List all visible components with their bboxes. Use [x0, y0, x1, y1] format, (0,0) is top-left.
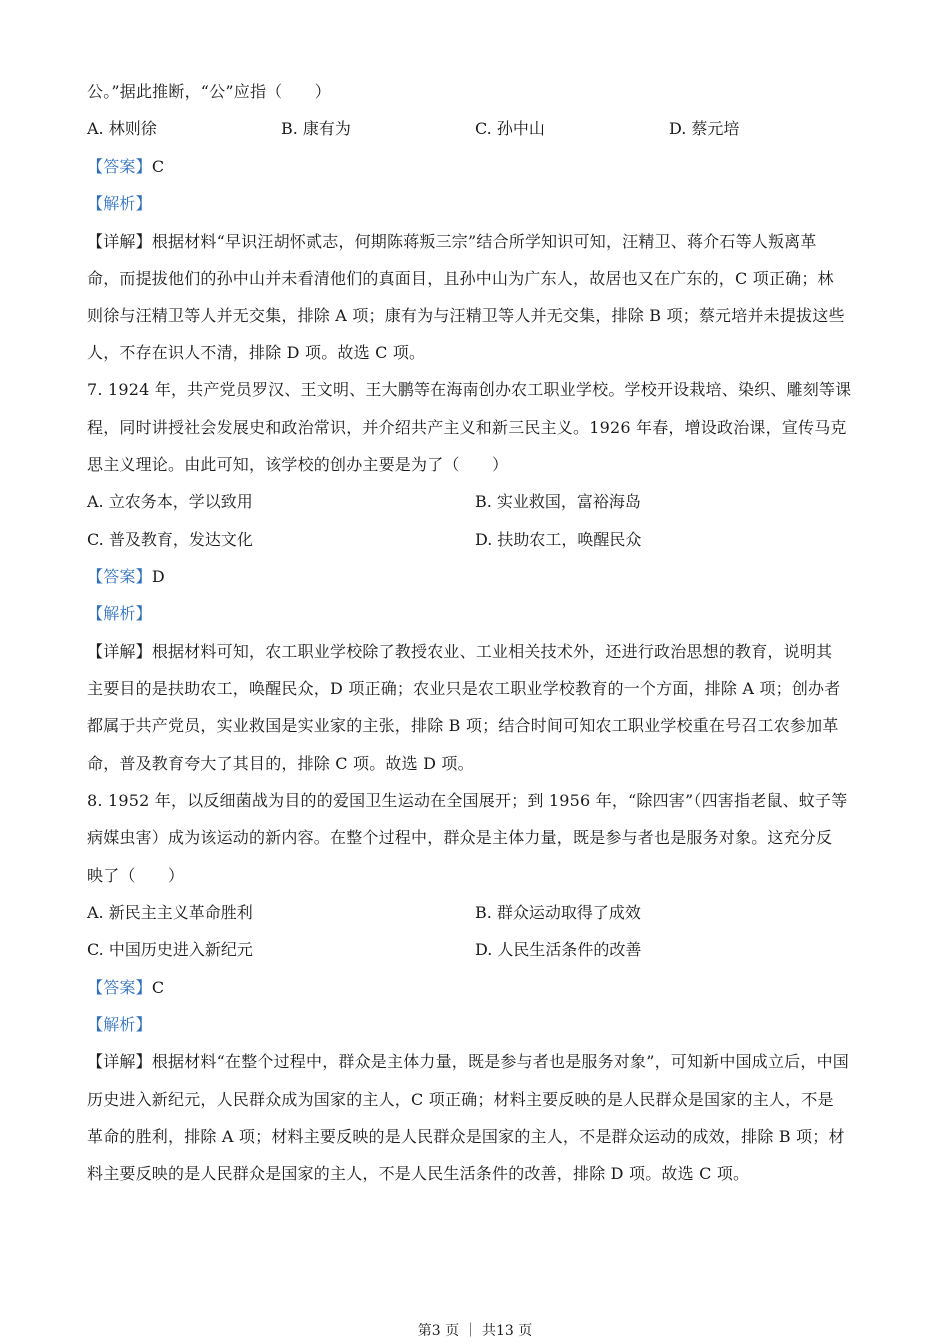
q6-detail-line-2: 命，而提拔他们的孙中山并未看清他们的真面目，且孙中山为广东人，故居也又在广东的，C 项正确；林 [87, 269, 834, 288]
q8-detail-line-3: 革命的胜利，排除 A 项；材料主要反映的是人民群众是国家的主人，不是群众运动的成效，排除 B 项；材 [87, 1127, 845, 1146]
q8-stem-line-1: 8. 1952 年，以反细菌战为目的的爱国卫生运动在全国展开；到 1956 年，“除四害”（四害指老鼠、蚊子等 [87, 791, 848, 810]
q6-option-a: A. 林则徐 [87, 119, 157, 138]
detail-label: 【详解】 [87, 642, 152, 661]
q6-answer [87, 157, 867, 177]
detail-label: 【详解】 [87, 232, 152, 251]
detail-text: 根据材料“在整个过程中，群众是主体力量，既是参与者也是服务对象”，可知新中国成立后，中国 [151, 1052, 849, 1071]
q7-detail-line-4: 命，普及教育夸大了其目的，排除 C 项。故选 D 项。 [87, 754, 474, 773]
q8-stem-line-3: 映了（ ） [87, 866, 185, 885]
q6-detail-line-1 [87, 232, 867, 252]
q6-stem-end: 公。”据此推断，“公”应指（ ） [87, 82, 331, 101]
answer-value: C [151, 978, 165, 997]
q6-detail-line-4: 人，不存在识人不清，排除 D 项。故选 C 项。 [87, 343, 426, 362]
q8-detail-line-4: 料主要反映的是人民群众是国家的主人，不是人民生活条件的改善，排除 D 项。故选 C 项。 [87, 1164, 750, 1183]
q7-option-a: A. 立农务本，学以致用 [87, 492, 253, 511]
detail-label: 【详解】 [87, 1052, 152, 1071]
page-number-footer: 第3 页 ｜ 共13 页 [417, 1323, 533, 1339]
q7-answer [87, 567, 867, 587]
answer-label: 【答案】 [87, 567, 152, 586]
detail-text: 根据材料“早识汪胡怀贰志，何期陈蒋叛三宗”结合所学知识可知，汪精卫、蒋介石等人叛离革 [151, 232, 817, 251]
q7-stem-line-3: 思主义理论。由此可知，该学校的创办主要是为了（ ） [87, 455, 509, 474]
answer-label: 【答案】 [87, 157, 152, 176]
q6-option-b: B. 康有为 [281, 119, 351, 138]
q7-option-b: B. 实业救国，富裕海岛 [475, 492, 641, 511]
q8-stem-line-2: 病媒虫害）成为该运动的新内容。在整个过程中，群众是主体力量，既是参与者也是服务对象。这充分反 [87, 828, 833, 847]
q8-option-b: B. 群众运动取得了成效 [475, 903, 641, 922]
q6-analysis-label: 【解析】 [87, 194, 152, 213]
q6-option-d: D. 蔡元培 [669, 119, 740, 138]
q8-option-c: C. 中国历史进入新纪元 [87, 940, 253, 959]
answer-value: D [151, 567, 165, 586]
q8-analysis-label: 【解析】 [87, 1015, 152, 1034]
q8-detail-line-1 [87, 1052, 867, 1072]
q7-analysis-label: 【解析】 [87, 604, 152, 623]
q7-detail-line-3: 都属于共产党员，实业救国是实业家的主张，排除 B 项；结合时间可知农工职业学校重在号召工农参加革 [87, 716, 839, 735]
q7-option-d: D. 扶助农工，唤醒民众 [475, 530, 642, 549]
answer-label: 【答案】 [87, 978, 152, 997]
q7-stem-line-1: 7. 1924 年，共产党员罗汉、王文明、王大鹏等在海南创办农工职业学校。学校开设栽培、染织、雕刻等课 [87, 380, 852, 399]
q7-option-c: C. 普及教育，发达文化 [87, 530, 253, 549]
q8-detail-line-2: 历史进入新纪元，人民群众成为国家的主人，C 项正确；材料主要反映的是人民群众是国家的主人，不是 [87, 1090, 834, 1109]
q7-detail-line-2: 主要目的是扶助农工，唤醒民众，D 项正确；农业只是农工职业学校教育的一个方面，排除 A 项；创办者 [87, 679, 841, 698]
q6-detail-line-3: 则徐与汪精卫等人并无交集，排除 A 项；康有为与汪精卫等人并无交集，排除 B 项；蔡元培并未提拔这些 [87, 306, 845, 325]
q6-option-c: C. 孙中山 [475, 119, 545, 138]
q8-option-a: A. 新民主主义革命胜利 [87, 903, 253, 922]
q8-answer [87, 978, 867, 998]
q7-detail-line-1 [87, 642, 867, 662]
detail-text: 根据材料可知，农工职业学校除了教授农业、工业相关技术外，还进行政治思想的教育，说明其 [151, 642, 833, 661]
q7-stem-line-2: 程，同时讲授社会发展史和政治常识，并介绍共产主义和新三民主义。1926 年春，增设政治课，宣传马克 [87, 418, 847, 437]
answer-value: C [151, 157, 165, 176]
q8-option-d: D. 人民生活条件的改善 [475, 940, 642, 959]
